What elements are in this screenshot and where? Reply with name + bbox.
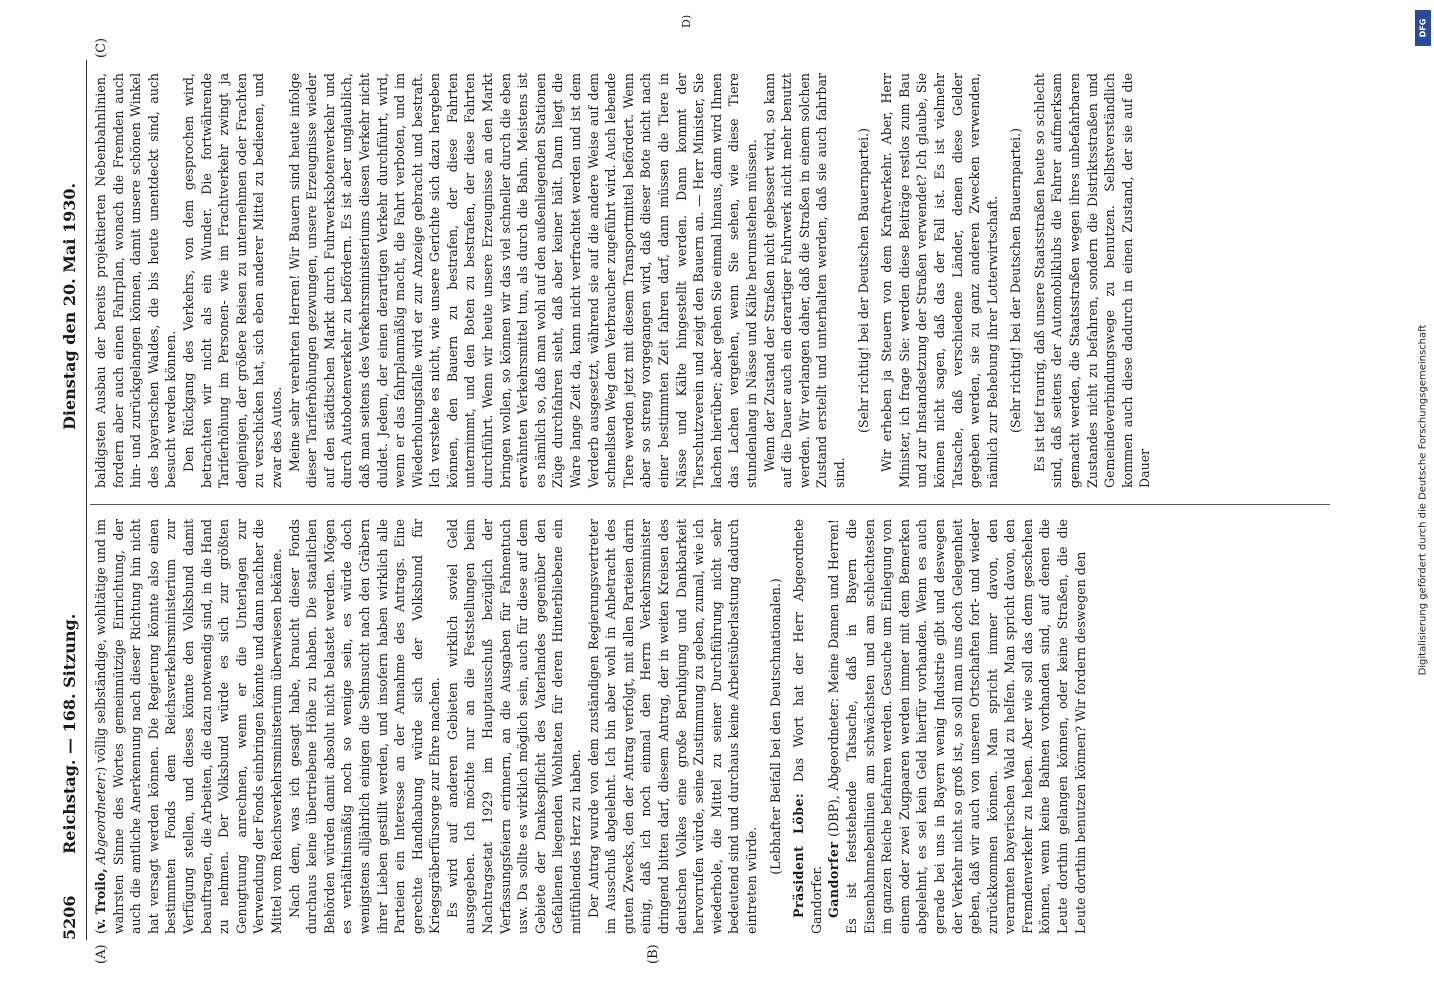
paragraph-text: völlig selbständige, wohltätige und im wahrsten Sinne des Wortes gemeinnützige Einrichtung, der auch die amtliche Anerkennung nach dieser Richtung hin nicht hat versagt werden können. Die Regierung könnte also einen bestimmten Fonds dem Reichsverkehrsministerium zur Verfügung stellen, und dieses könnte den Volksbund damit beauftragen, die Arbeiten, die dazu notwendig sind, in die Hand zu nehmen. Der Volksbund würde es sich zur größten Genugtuung anrechnen, wenn er die Unterlagen zur Verwendung der Fonds einbringen könnte und dann nachher die Mittel vom Reichsverkehrsministerium überwiesen bekäme. <box>93 519 284 934</box>
header-rule <box>86 60 87 940</box>
applause-note: (Sehr richtig! bei der Deutschen Bauernpartei.) <box>855 127 871 434</box>
president-text: Das Wort hat der Herr Abgeordnete Gandorfer. <box>791 519 824 934</box>
paragraph: Es wird auf anderen Gebieten wirklich soviel Geld ausgegeben. Ich möchte nur an die Feststellungen beim Nachtragsetat 1929 im Hauptausschuß bezüglich der Verfassungsfeiern erinnern, an die Ausgaben für Fahnentuch usw. Da sollte es wirklich möglich sein, auch für diese auf dem Gebiete der Dankespflicht des Vaterlandes gegenüber den Gefallenen liegenden Wohltaten für deren Hinterbliebene ein mitfühlendes Herz zu haben. <box>444 519 584 934</box>
paragraph: (v. Troilo, Abgeordneter:) völlig selbständige, wohltätige und im wahrsten Sinne des Wortes gemeinnützige Einrichtung, der auch die amtliche Anerkennung nach dieser Richtung hin nicht hat versagt werden können. Die Regierung könnte also einen bestimmten Fonds dem Reichsverkehrsministerium zur Verfügung stellen, und dieses könnte den Volksbund damit beauftragen, die Arbeiten, die dazu notwendig sind, in die Hand zu nehmen. Der Volksbund würde es sich zur größten Genugtuung anrechnen, wenn er die Unterlagen zur Verwendung der Fonds einbringen könnte und dann nachher die Mittel vom Reichsverkehrsministerium überwiesen bekäme. <box>93 519 284 934</box>
speaker-name: v. Troilo, <box>93 868 108 930</box>
column-divider <box>90 504 1330 505</box>
president-name: Präsident Löbe: <box>791 792 807 918</box>
digitization-note: Digitalisierung gefördert durch die Deutsche Forschungsgemeinschaft <box>1417 324 1429 676</box>
page-number: 5206 <box>60 895 79 940</box>
paragraph: Nach dem, was ich gesagt habe, braucht dieser Fonds durchaus keine übertriebene Höhe zu haben. Die staatlichen Behörden würden damit absolut nicht belastet werden. Mögen es verhältnismäßig noch so wenige sein, es würde doch wenigstens alljährlich einigen die Sehnsucht nach den Gräbern ihrer Lieben gestillt werden, und insofern haben wirklich alle Parteien ein Interesse an der Annahme des Antrags. Eine gerechte Handhabung würde sich der Volksbund für Kriegsgräberfürsorge zur Ehre machen. <box>286 519 443 934</box>
dfg-logo: DFG <box>1415 10 1431 46</box>
left-column <box>92 519 1089 934</box>
paragraph <box>790 519 825 934</box>
dfg-sidebar <box>1412 0 1434 1000</box>
margin-mark-b: (B) <box>646 944 661 964</box>
paragraph: Wenn der Zustand der Straßen nicht gebessert wird, so kann auf die Dauer auch ein derartiger Fuhrwerk nicht mehr benutzt werden. Wir verlangen daher, daß die Straßen in einem solchen Zustand erstellt und unterhalten werden, daß sie auch fahrbar sind. <box>761 73 847 488</box>
margin-mark-a: (A) <box>94 944 109 964</box>
speaker-name: Gandorfer <box>826 841 842 918</box>
paragraph: Meine sehr verehrten Herren! Wir Bauern sind heute infolge dieser Tariferhöhungen gezwungen, unsere Erzeugnisse wieder auf den städtischen Markt durch Fuhrwerksbotenverkehr und durch Autobotenverkehr zu befördern. Es ist aber unglaublich, daß man seitens des Verkehrsministeriums diesen Verkehr nicht duldet. Jedem, der einen derartigen Verkehr durchführt, wird, wenn er das fahrplanmäßig macht, die Fahrt verboten, und im Wiederholungsfalle wird er zur Anzeige gebracht und bestraft. Ich verstehe es nicht, wie unsere Gerichte sich dazu hergeben können, den Bauern zu bestrafen, der diese Fahrten unternimmt, und den Boten zu bestrafen, der diese Fahrten durchführt. Wenn wir heute unsere Erzeugnisse an den Markt bringen wollen, so können wir das viel schneller durch die eben erwähnten Verkehrsmittel tun, als durch die Bahn. Meistens ist es nämlich so, daß man wohl auf den außenliegenden Stationen Züge durchfahren sieht, daß aber keiner hält. Dann liegt die Ware lange Zeit da, kann nicht verfrachtet werden und ist dem Verderb ausgesetzt, während sie auf die andere Weise auf dem schnellsten Weg dem Verbraucher zugeführt wird. Auch lebende Tiere werden jetzt mit diesem Transportmittel befördert. Wenn aber so streng vorgegangen wird, daß dieser Bote nicht nach einer bestimmten Zeit fahren darf, dann müssen die Tiere in Nässe und Kälte hingestellt werden. Dann kommt der Tierschutzverein und zeigt den Bauern an. — Herr Minister, Sie lachen hierüber; aber gehen Sie einmal hinaus, dann wird Ihnen das Lachen vergehen, wenn Sie sehen, wie diese Tiere stundenlang in Nässe und Kälte herumstehen müssen. <box>286 73 759 488</box>
margin-mark-d: D) <box>680 14 693 28</box>
paragraph: Der Antrag wurde von dem zuständigen Regierungsvertreter im Ausschuß abgelehnt. Ich bin aber wohl in Anbetracht des guten Zwecks, den der Antrag verfolgt, mit allen Parteien darin einig, daß ich noch einmal den Herrn Verkehrsminister dringend bitten darf, diesem Antrag, der in weiten Kreisen des deutschen Volkes eine große Beruhigung und Dankbarkeit hervorrufen würde, seine Zustimmung zu geben, zumal, wie ich wiederhole, die Mittel zu seiner Durchführung nicht sehr bedeutend sind und durchaus keine Arbeitsüberlastung dadurch eintreten würde. <box>585 519 759 934</box>
paragraph: baldigsten Ausbau der bereits projektierten Nebenbahnlinien, fordern aber auch einen Fahrplan, wonach die Fremden auch hin- und zurückgelangen können, damit unsere schönen Winkel des bayerischen Waldes, die bis heute unentdeckt sind, auch besucht werden können. <box>93 73 179 488</box>
paragraph: Es ist tief traurig, daß unsere Staatsstraßen heute so schlecht sind, daß seitens der Automobilklubs die Fahrer aufmerksam gemacht werden, die Staatsstraßen wegen ihres unbefahrbaren Zustandes nicht zu befahren, sondern die Distriktsstraßen und Gemeindeverbindungswege zu benutzen. Selbstverständlich kommen auch diese dadurch in einen Zustand, der sie auf die Dauer <box>1031 73 1153 488</box>
right-column <box>92 73 1154 488</box>
paragraph-text: (DBP), Abgeordneter: Meine Damen und Herren! Es ist feststehende Tatsache, daß in Bayern die Eisenbahnnebenlinien am schwächsten und am schlechtesten im ganzen Reiche befahren werden. Gesuche um Einlegung von einem oder zwei Zugpaaren werden immer mit dem Bemerken abgelehnt, es sei kein Geld hierfür vorhanden. Wenn es auch gerade bei uns in Bayern wenig Industrie gibt und deswegen der Verkehr nicht so groß ist, so soll man uns doch Gelegenheit geben, daß wir auch von unseren Ortschaften fort- und wieder zurückkommen können. Man spricht immer davon, den verarmten bayerischen Wald zu helfen. Man spricht davon, den Fremdenverkehr zu heben. Aber wie soll das denn geschehen können, wenn keine Bahnen vorhanden sind, auf denen die Leute dorthin gelangen können, oder keine Straßen, die die Leute dorthin benutzen können? Wir fordern deswegen den <box>826 519 1088 934</box>
paragraph <box>825 519 1089 934</box>
speaker-role: Abgeordneter: <box>93 771 108 865</box>
paragraph: Wir erheben ja Steuern von dem Kraftverkehr. Aber, Herr Minister, ich frage Sie: werden diese Beiträge restlos zum Bau und zur Instandsetzung der Straßen verwendet? Ich glaube, Sie können nicht sagen, daß das der Fall ist. Es ist vielmehr Tatsache, daß verschiedene Länder, denen diese Gelder gegeben werden, sie zu ganz anderen Zwecken verwenden, nämlich zur Behebung ihrer Lotterwirtschaft. <box>879 73 1000 488</box>
paragraph: Den Rückgang des Verkehrs, von dem gesprochen wird, betrachten wir nicht als ein Wunder. Die fortwährende Tariferhöhung im Personen- wie im Frachtverkehr zwingt ja denjenigen, der größere Reisen zu unternehmen oder Frachten zu verschicken hat, sich eben anderer Mittel zu bedienen, und zwar des Autos. <box>180 73 284 488</box>
applause-note: (Lebhafter Beifall bei den Deutschnationalen.) <box>767 578 783 875</box>
page-header <box>60 60 82 940</box>
header-right-title: Dienstag den 20. Mai 1930. <box>60 182 79 430</box>
applause-note: (Sehr richtig! bei der Deutschen Bauernpartei.) <box>1008 127 1024 434</box>
margin-mark-c: (C) <box>94 37 109 58</box>
protocol-page <box>50 14 1350 964</box>
header-left-title: Reichstag. — 168. Sitzung. <box>60 613 79 854</box>
